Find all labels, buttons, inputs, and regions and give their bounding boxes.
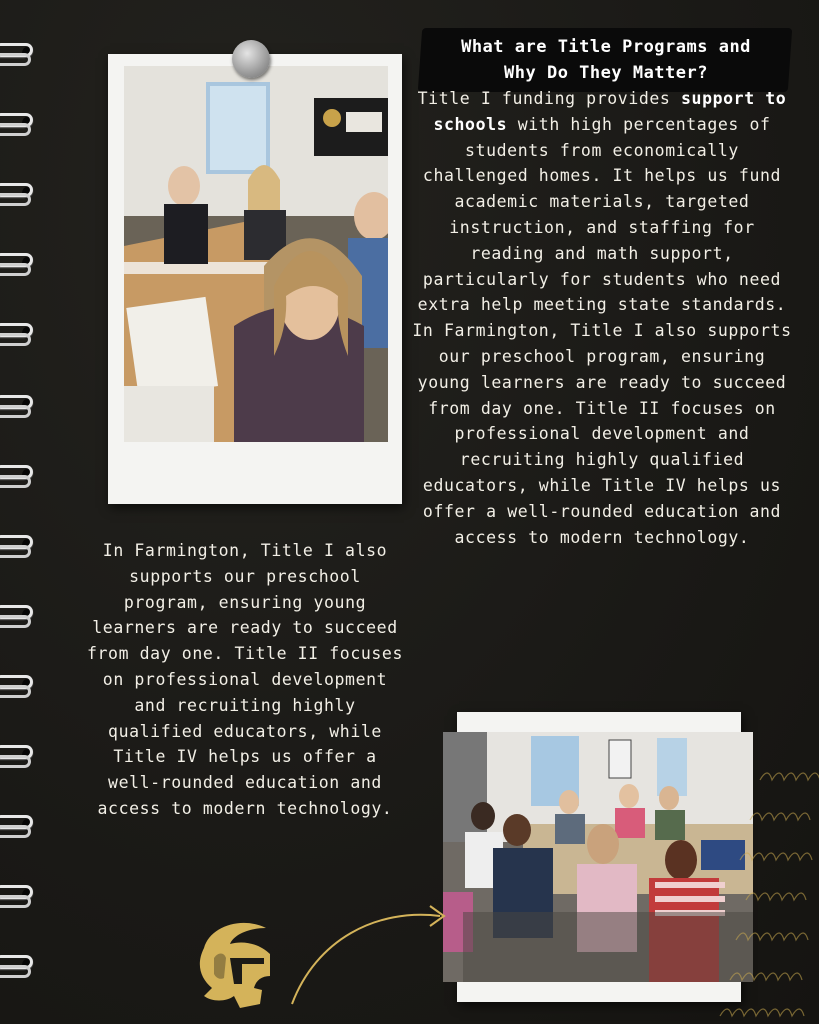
spiral-ring bbox=[0, 110, 36, 136]
spiral-ring bbox=[0, 40, 36, 66]
spiral-ring bbox=[0, 250, 36, 276]
page-title-line-1: What are Title Programs and bbox=[461, 37, 751, 57]
ring-wire bbox=[0, 755, 31, 768]
left-column-text: In Farmington, Title I also supports our preschool program, ensuring young learners are ready to succeed from day one. Title II focuses on professional development and recruiting highly qualified educators, while Title IV helps us offer a well-rounded education and access to modern technology. bbox=[86, 541, 403, 818]
right-paragraph-1 bbox=[410, 86, 794, 318]
spiral-ring bbox=[0, 532, 36, 558]
ring-wire bbox=[0, 965, 31, 978]
ring-wire bbox=[0, 895, 31, 908]
ring-wire bbox=[0, 123, 31, 136]
ring-wire bbox=[0, 825, 31, 838]
polaroid-photo-meeting bbox=[108, 54, 402, 504]
body-text: with high percentages of students from economically challenged homes. It helps us fund academic materials, targeted instruction, and staffing for reading and math support, particularly for students who need extra help meeting state standards. bbox=[417, 114, 787, 315]
ring-wire bbox=[0, 263, 31, 276]
spiral-ring bbox=[0, 180, 36, 206]
ring-wire bbox=[0, 53, 31, 66]
spiral-ring bbox=[0, 742, 36, 768]
ring-wire bbox=[0, 193, 31, 206]
ring-wire bbox=[0, 405, 31, 418]
spiral-ring bbox=[0, 392, 36, 418]
polaroid-photo-classroom bbox=[457, 712, 741, 1002]
right-column-text bbox=[410, 86, 794, 550]
meeting-photo bbox=[124, 66, 388, 442]
ring-wire bbox=[0, 333, 31, 346]
pushpin-icon bbox=[232, 40, 270, 78]
decorative-scribble bbox=[700, 760, 819, 1024]
spiral-ring bbox=[0, 882, 36, 908]
ring-wire bbox=[0, 475, 31, 488]
bold-text: support to schools bbox=[433, 89, 787, 134]
spiral-ring bbox=[0, 952, 36, 978]
page-title-line-2: Why Do They Matter? bbox=[504, 63, 708, 83]
spiral-ring bbox=[0, 812, 36, 838]
spiral-ring bbox=[0, 672, 36, 698]
spiral-ring bbox=[0, 320, 36, 346]
page-title bbox=[416, 34, 796, 86]
curved-arrow-icon bbox=[286, 880, 456, 1010]
meeting-photo-illustration bbox=[124, 66, 388, 442]
spartan-helmet-icon bbox=[190, 918, 278, 1010]
intro-text: Title I funding provides bbox=[417, 89, 671, 108]
ring-wire bbox=[0, 685, 31, 698]
ring-wire bbox=[0, 545, 31, 558]
ring-wire bbox=[0, 615, 31, 628]
right-paragraph-2: In Farmington, Title I also supports our preschool program, ensuring young learners are ready to succeed from day one. Title II focuses on professional development and recruiting highly qualified educators, while Title IV helps us offer a well-rounded education and access to modern technology. bbox=[412, 321, 792, 547]
spiral-ring bbox=[0, 602, 36, 628]
spiral-ring bbox=[0, 462, 36, 488]
